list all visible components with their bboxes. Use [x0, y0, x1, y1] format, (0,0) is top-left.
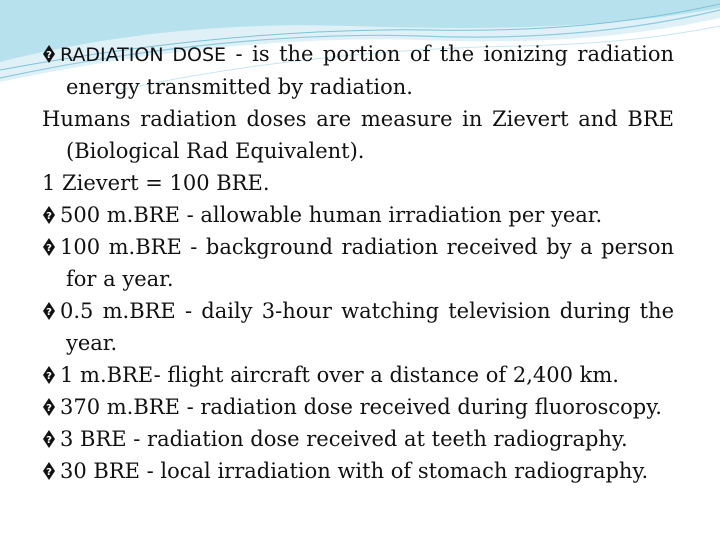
replacement-char-icon [42, 237, 56, 257]
bullet-text: 3 BRE - radiation dose received at teeth radiography. [60, 427, 628, 451]
replacement-char-icon [42, 397, 56, 417]
svg-text:?: ? [46, 403, 52, 414]
svg-text:?: ? [46, 371, 52, 382]
svg-text:?: ? [46, 435, 52, 446]
bullet-line-allowable-dose [42, 199, 674, 231]
bullet-line-television [42, 295, 674, 359]
replacement-char-icon [42, 301, 56, 321]
text-line-zievert-equivalence: 1 Zievert = 100 BRE. [42, 171, 270, 195]
bullet-line-stomach-radiography [42, 455, 674, 487]
bullet-line-background-radiation [42, 231, 674, 295]
replacement-char-icon [42, 429, 56, 449]
bullet-text: 100 m.BRE - background radiation received by a person for a year. [60, 235, 674, 291]
svg-text:?: ? [46, 307, 52, 318]
bullet-line-fluoroscopy [42, 391, 674, 423]
bullet-line-flight [42, 359, 674, 391]
bullet-text: 370 m.BRE - radiation dose received during fluoroscopy. [60, 395, 662, 419]
svg-text:?: ? [46, 50, 52, 61]
bullet-text: 1 m.BRE- flight aircraft over a distance of 2,400 km. [60, 363, 619, 387]
bullet-text: 0.5 m.BRE - daily 3-hour watching television during the year. [60, 299, 674, 355]
radiation-dose-term: RADIATION DOSE [60, 44, 227, 66]
bullet-text: 30 BRE - local irradiation with of stomach radiography. [60, 459, 649, 483]
svg-text:?: ? [46, 211, 52, 222]
replacement-char-icon [42, 365, 56, 385]
bullet-line-teeth-radiography [42, 423, 674, 455]
svg-text:?: ? [46, 467, 52, 478]
replacement-char-icon [42, 44, 56, 64]
replacement-char-icon [42, 205, 56, 225]
radiation-dose-definition: - is the portion of the ionizing radiation energy transmitted by radiation. [66, 42, 674, 99]
replacement-char-icon [42, 461, 56, 481]
bullet-line-radiation-dose [42, 38, 674, 103]
svg-text:?: ? [46, 243, 52, 254]
bullet-text: 500 m.BRE - allowable human irradiation per year. [60, 203, 603, 227]
slide-content [42, 38, 674, 487]
text-line-dose-units: Humans radiation doses are measure in Zievert and BRE (Biological Rad Equivalent). [42, 107, 674, 163]
